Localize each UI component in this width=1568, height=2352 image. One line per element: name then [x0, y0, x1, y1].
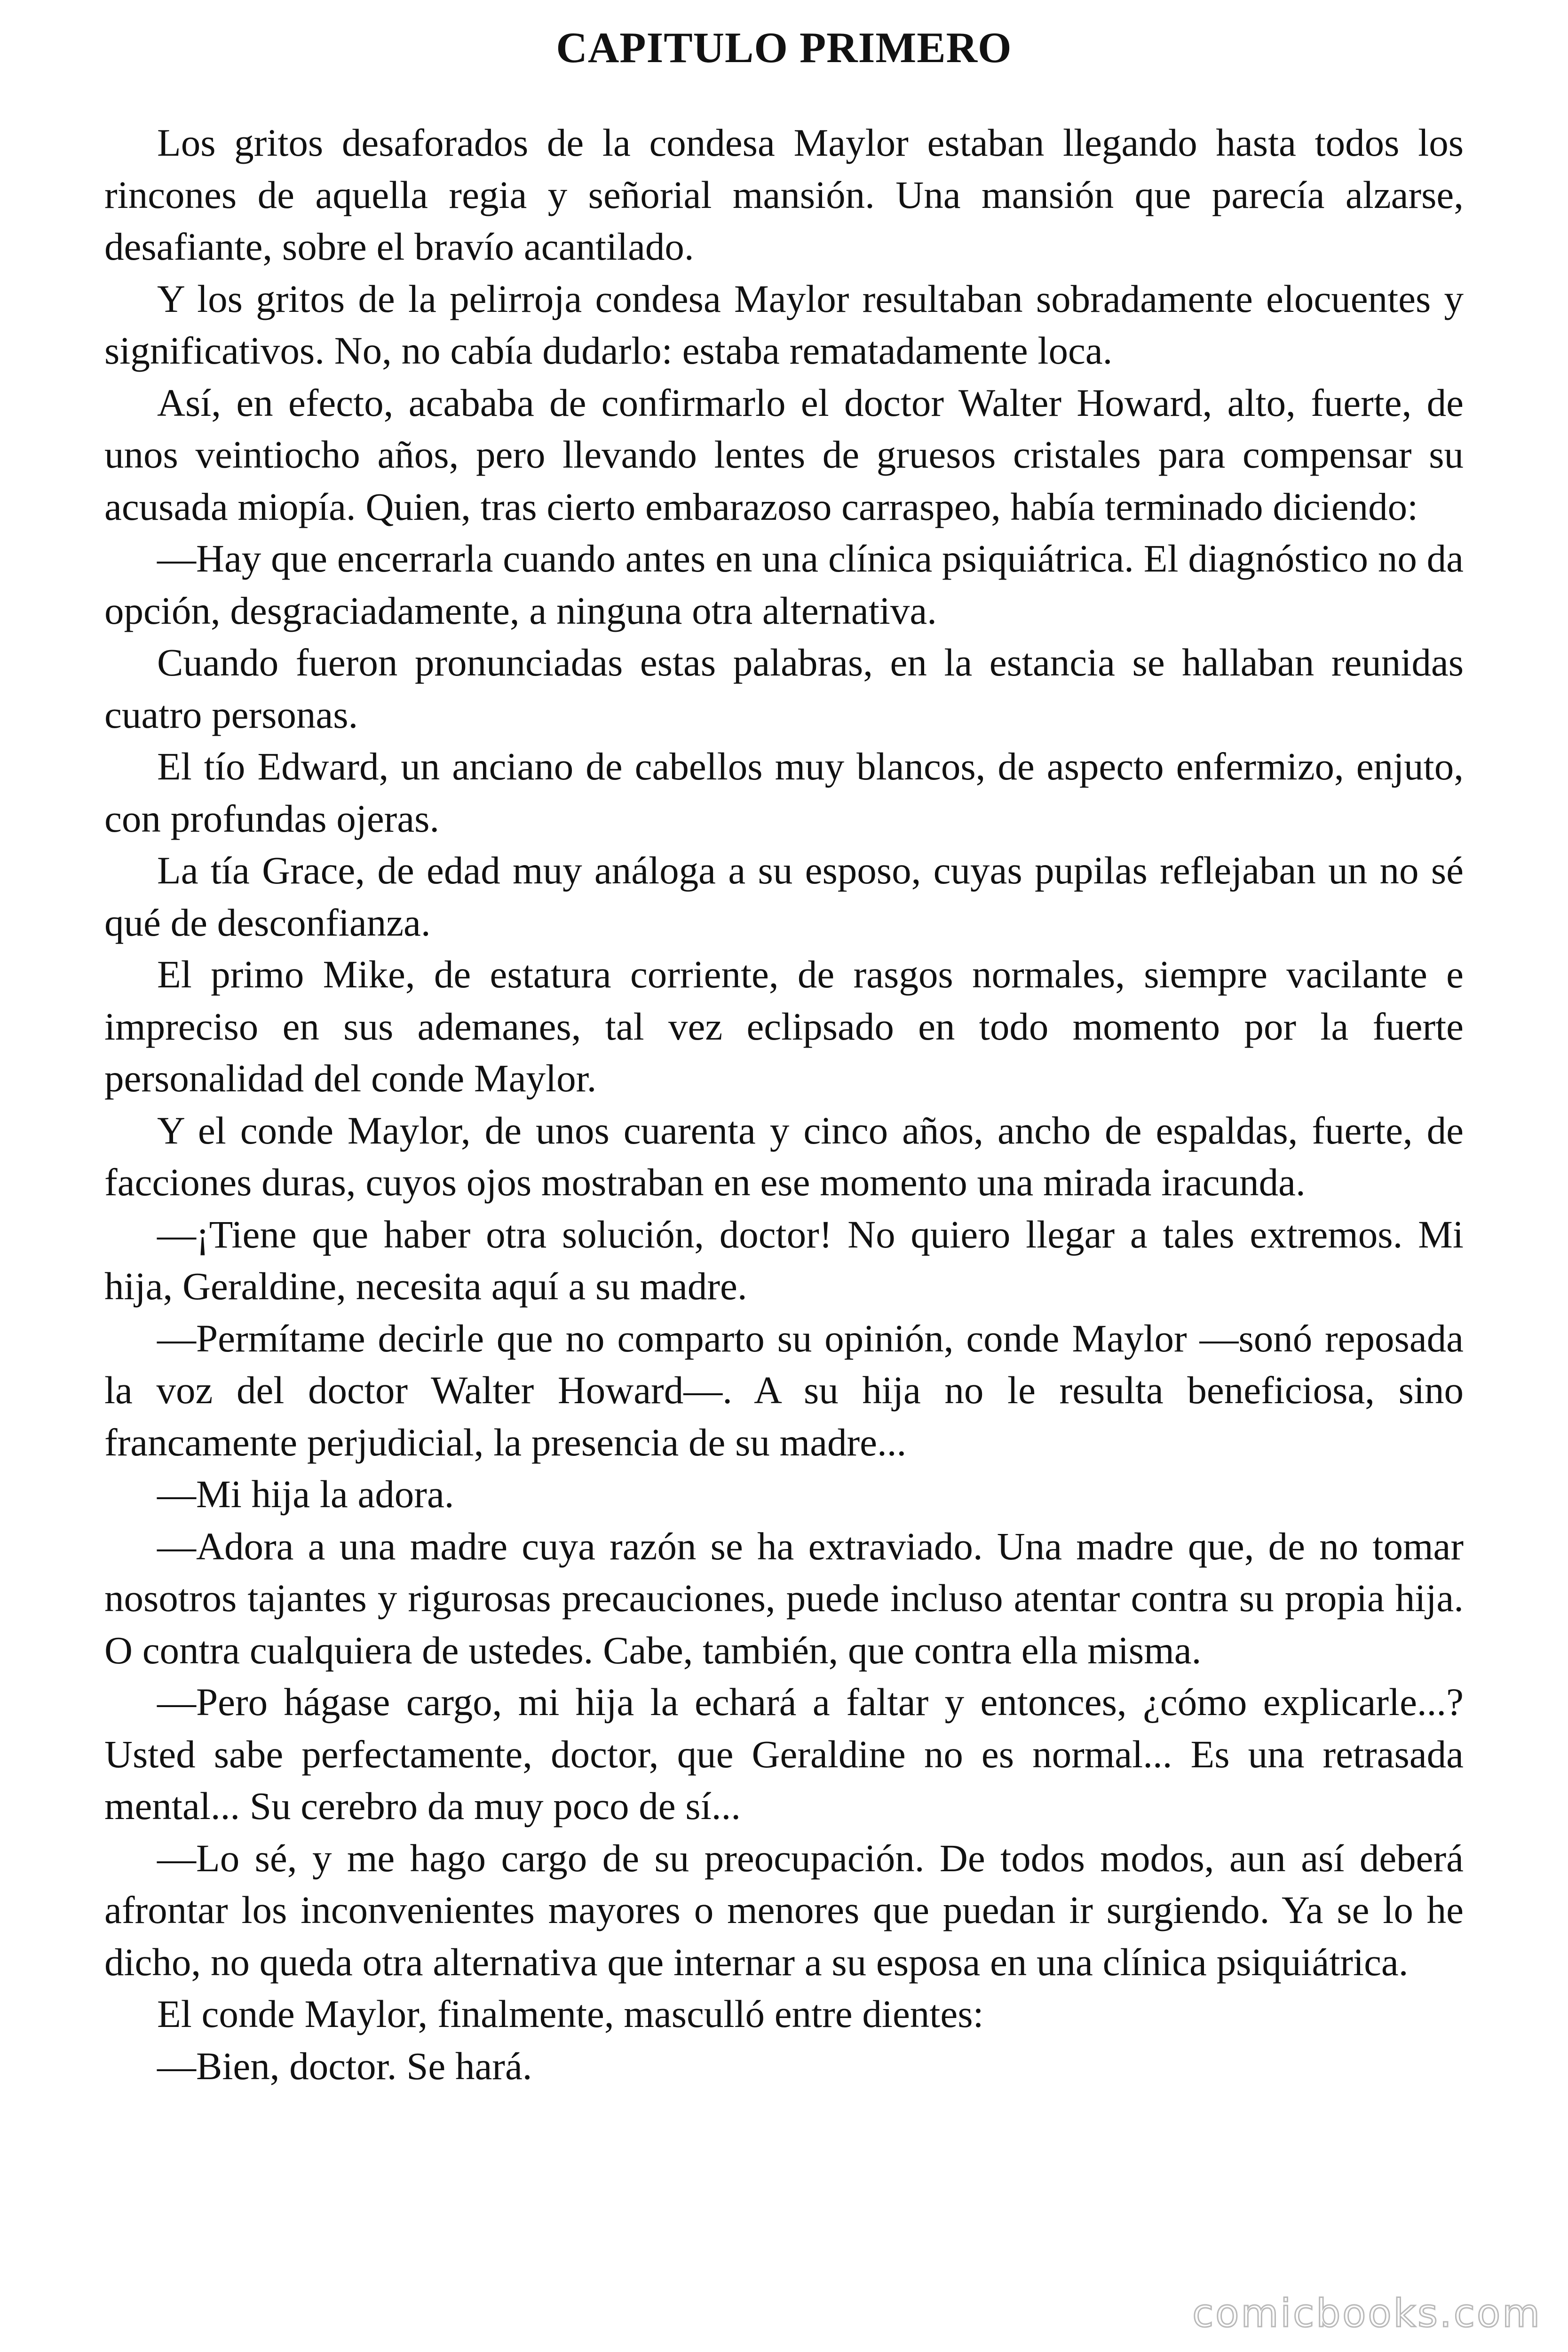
paragraph: —Hay que encerrarla cuando antes en una clínica psiquiátrica. El diagnóstico no da opción, desgraciadamente, a ninguna otra alternativa.	[104, 537, 1464, 632]
chapter-title: CAPITULO PRIMERO	[556, 24, 1012, 72]
paragraph: La tía Grace, de edad muy análoga a su esposo, cuyas pupilas reflejaban un no sé qué de desconfianza.	[104, 849, 1464, 944]
paragraph: Los gritos desaforados de la condesa Maylor estaban llegando hasta todos los rincones de aquella regia y señorial mansión. Una mansión que parecía alzarse, desafiante, sobre el bravío acantilado.	[104, 121, 1464, 268]
paragraph: —Lo sé, y me hago cargo de su preocupación. De todos modos, aun así deberá afrontar los inconvenientes mayores o menores que puedan ir surgiendo. Ya se lo he dicho, no queda otra alternativa que internar a su esposa en una clínica psiquiátrica.	[104, 1836, 1464, 1984]
paragraph: —Permítame decirle que no comparto su opinión, conde Maylor —sonó reposada la voz del doctor Walter Howard—. A su hija no le resulta beneficiosa, sino francamente perjudicial, la presencia de su madre...	[104, 1316, 1464, 1464]
paragraph: —Adora a una madre cuya razón se ha extraviado. Una madre que, de no tomar nosotros tajantes y rigurosas precauciones, puede incluso atentar contra su propia hija. O contra cualquiera de ustedes. Cabe, también, que contra ella misma.	[104, 1524, 1464, 1672]
watermark: comicbooks.com	[1192, 2291, 1542, 2336]
paragraph: El conde Maylor, finalmente, masculló entre dientes:	[157, 1992, 984, 2035]
paragraph: —Mi hija la adora.	[157, 1472, 454, 1516]
paragraph: Cuando fueron pronunciadas estas palabras, en la estancia se hallaban reunidas cuatro personas.	[104, 641, 1464, 736]
paragraph: Y el conde Maylor, de unos cuarenta y cinco años, ancho de espaldas, fuerte, de facciones duras, cuyos ojos mostraban en ese momento una mirada iracunda.	[104, 1108, 1464, 1204]
chapter-body	[104, 117, 1464, 2092]
paragraph: —Pero hágase cargo, mi hija la echará a faltar y entonces, ¿cómo explicarle...? Usted sabe perfectamente, doctor, que Geraldine no es normal... Es una retrasada mental... Su cerebro da muy poco de sí...	[104, 1680, 1464, 1828]
paragraph: El tío Edward, un anciano de cabellos muy blancos, de aspecto enfermizo, enjuto, con profundas ojeras.	[104, 745, 1464, 840]
paragraph: —Bien, doctor. Se hará.	[157, 2044, 532, 2088]
paragraph: El primo Mike, de estatura corriente, de rasgos normales, siempre vacilante e impreciso en sus ademanes, tal vez eclipsado en todo momento por la fuerte personalidad del conde Maylor.	[104, 953, 1464, 1100]
paragraph: Y los gritos de la pelirroja condesa Maylor resultaban sobradamente elocuentes y significativos. No, no cabía dudarlo: estaba rematadamente loca.	[104, 277, 1464, 372]
paragraph: Así, en efecto, acababa de confirmarlo el doctor Walter Howard, alto, fuerte, de unos veintiocho años, pero llevando lentes de gruesos cristales para compensar su acusada miopía. Quien, tras cierto embarazoso carraspeo, había terminado diciendo:	[104, 381, 1464, 528]
paragraph: —¡Tiene que haber otra solución, doctor! No quiero llegar a tales extremos. Mi hija, Geraldine, necesita aquí a su madre.	[104, 1212, 1464, 1308]
